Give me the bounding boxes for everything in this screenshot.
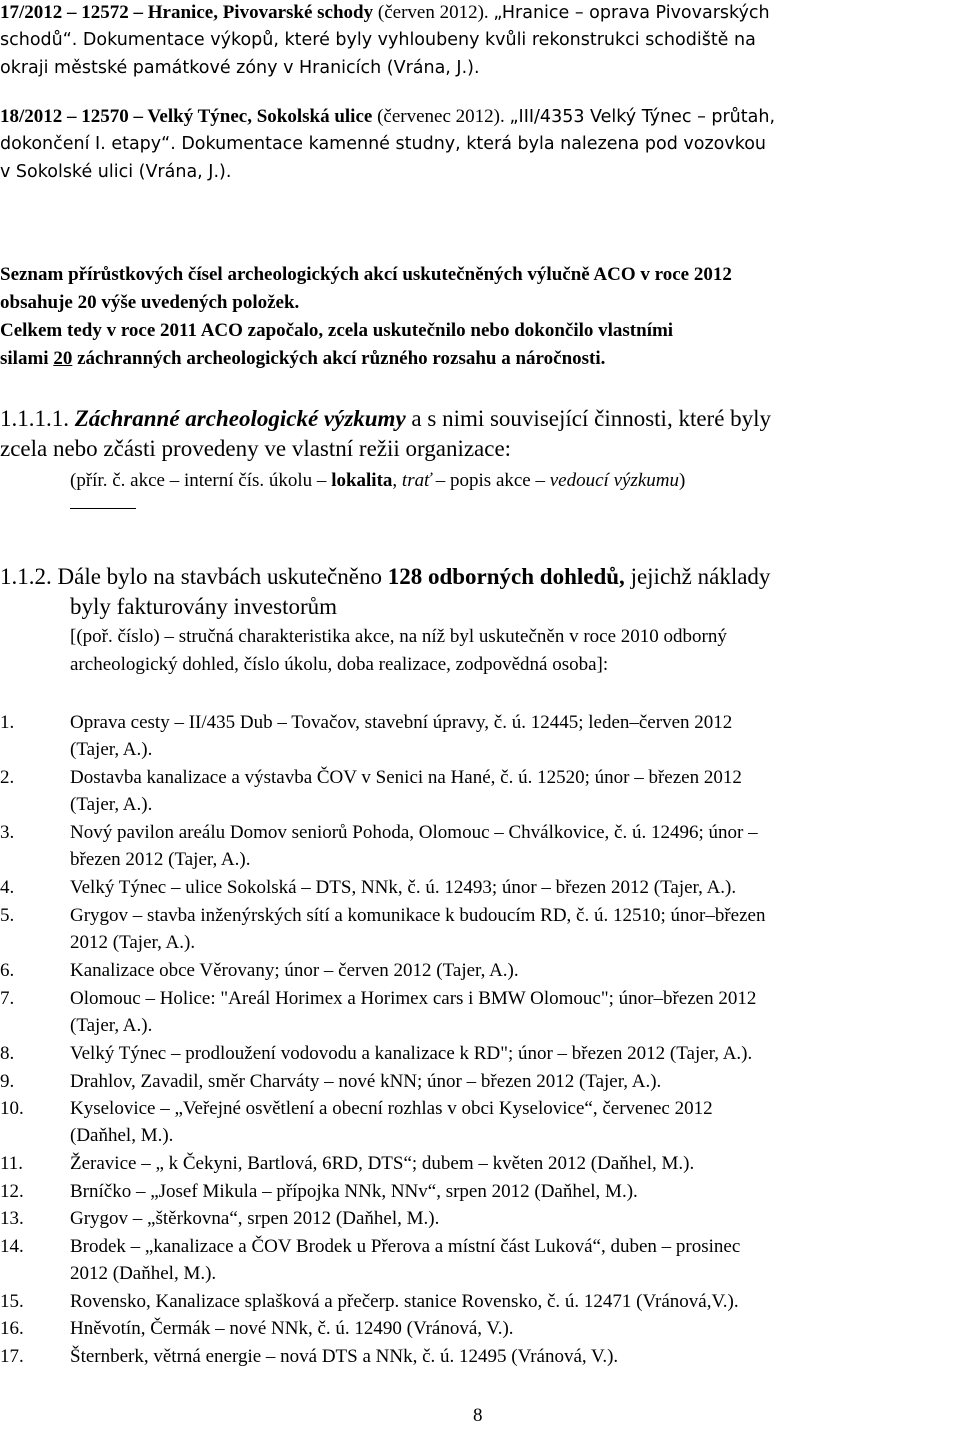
list-item: Šternberk, větrná energie – nová DTS a NNk, č. ú. 12495 (Vránová, V.). [70, 1346, 619, 1367]
entry-17-line1: 17/2012 – 12572 – Hranice, Pivovarské schody (červen 2012). „Hranice – oprava Pivovarských [0, 2, 770, 23]
entry-18-line1 [0, 106, 775, 128]
section-112-desc1: [(poř. číslo) – stručná charakteristika akce, na níž byl uskutečněn v roce 2010 odborný [70, 626, 727, 647]
summary-line2: obsahuje 20 výše uvedených položek. [0, 292, 300, 313]
section-112-heading: 1.1.2. Dále bylo na stavbách uskutečněno 128 odborných dohledů, jejichž náklady [0, 564, 771, 589]
list-item: Žeravice – „ k Čekyni, Bartlová, 6RD, DTS“; dubem – květen 2012 (Daňhel, M.). [70, 1153, 695, 1174]
list-item: Oprava cesty – II/435 Dub – Tovačov, stavební úpravy, č. ú. 12445; leden–červen 2012 [70, 712, 733, 733]
list-item-number: 3. [0, 822, 15, 843]
list-item: Velký Týnec – ulice Sokolská – DTS, NNk, č. ú. 12493; únor – březen 2012 (Tajer, A.). [70, 877, 737, 898]
list-item-continuation: (Daňhel, M.). [70, 1125, 174, 1146]
section-1111-title: Záchranné archeologické výzkumy [74, 406, 406, 431]
entry-18-title-tail: „III/4353 Velký Týnec – průtah, [509, 107, 776, 127]
list-item-continuation: (Tajer, A.). [70, 1015, 153, 1036]
entry-17-title: Hranice, Pivovarské schody [147, 2, 374, 23]
section-112-number: 1.1.2. [0, 564, 52, 589]
summary-count: 20 [53, 348, 73, 369]
list-item-continuation: březen 2012 (Tajer, A.). [70, 849, 251, 870]
list-item-number: 7. [0, 988, 15, 1009]
section-112-count: 128 odborných dohledů, [387, 564, 625, 589]
list-item-continuation: 2012 (Daňhel, M.). [70, 1263, 217, 1284]
list-item: Nový pavilon areálu Domov seniorů Pohoda, Olomouc – Chválkovice, č. ú. 12496; únor – [70, 822, 758, 843]
entry-17-date: (červen 2012). [377, 2, 489, 23]
entry-17-line3: okraji městské památkové zóny v Hranicích (Vrána, J.). [0, 58, 480, 78]
entry-18-heading: 18/2012 – 12570 – Velký Týnec, Sokolská ulice [0, 106, 373, 127]
summary-line4: silami 20 záchranných archeologických akcí různého rozsahu a náročnosti. [0, 348, 606, 369]
section-112-line2: byly fakturovány investorům [70, 594, 338, 619]
list-item: Drahlov, Zavadil, směr Charváty – nové kNN; únor – březen 2012 (Tajer, A.). [70, 1071, 662, 1092]
list-item-number: 4. [0, 877, 15, 898]
list-item-number: 13. [0, 1208, 24, 1229]
list-item: Kanalizace obce Věrovany; únor – červen 2012 (Tajer, A.). [70, 960, 519, 981]
section-1111-legend: (přír. č. akce – interní čís. úkolu – lokalita, trať – popis akce – vedoucí výzkumu) [70, 470, 686, 491]
list-item: Olomouc – Holice: "Areál Horimex a Horimex cars i BMW Olomouc"; únor–březen 2012 [70, 988, 757, 1009]
list-item-number: 16. [0, 1318, 24, 1339]
list-item: Brníčko – „Josef Mikula – přípojka NNk, NNv“, srpen 2012 (Daňhel, M.). [70, 1181, 638, 1202]
section-1111-line2: zcela nebo zčásti provedeny ve vlastní režii organizace: [0, 436, 512, 461]
entry-18-date: (červenec 2012). [377, 106, 505, 127]
list-item-continuation: 2012 (Tajer, A.). [70, 932, 196, 953]
list-item: Velký Týnec – prodloužení vodovodu a kanalizace k RD"; únor – březen 2012 (Tajer, A.). [70, 1043, 753, 1064]
page-number: 8 [473, 1405, 483, 1426]
list-item-number: 9. [0, 1071, 15, 1092]
section-112-desc2: archeologický dohled, číslo úkolu, doba realizace, zodpovědná osoba]: [70, 654, 609, 675]
section-1111-heading: 1.1.1.1. Záchranné archeologické výzkumy a s nimi související činnosti, které byly [0, 406, 772, 431]
list-item-number: 6. [0, 960, 15, 981]
summary-line1: Seznam přírůstkových čísel archeologických akcí uskutečněných výlučně ACO v roce 2012 [0, 264, 732, 285]
entry-17-code: 12572 [81, 2, 129, 23]
list-item-number: 1. [0, 712, 15, 733]
entry-18-line2: dokončení I. etapy“. Dokumentace kamenné studny, která byla nalezena pod vozovkou [0, 134, 767, 154]
list-item: Brodek – „kanalizace a ČOV Brodek u Přerova a místní část Luková“, duben – prosinec [70, 1236, 741, 1257]
list-item: Grygov – „štěrkovna“, srpen 2012 (Daňhel, M.). [70, 1208, 440, 1229]
list-item-continuation: (Tajer, A.). [70, 739, 153, 760]
list-item-number: 11. [0, 1153, 24, 1174]
list-item-number: 8. [0, 1043, 15, 1064]
list-item-number: 14. [0, 1236, 24, 1257]
summary-line3: Celkem tedy v roce 2011 ACO započalo, zcela uskutečnilo nebo dokončilo vlastními [0, 320, 674, 341]
list-item: Rovensko, Kanalizace splašková a přečerp. stanice Rovensko, č. ú. 12471 (Vránová,V.). [70, 1291, 739, 1312]
list-item: Hněvotín, Čermák – nové NNk, č. ú. 12490 (Vránová, V.). [70, 1318, 514, 1339]
list-item-number: 15. [0, 1291, 24, 1312]
entry-17-line2: schodů“. Dokumentace výkopů, které byly vyhloubeny kvůli rekonstrukci schodiště na [0, 30, 756, 50]
list-item-number: 2. [0, 767, 15, 788]
section-1111-number: 1.1.1.1. [0, 406, 69, 431]
list-item-number: 17. [0, 1346, 24, 1367]
entry-17-title-tail: „Hranice – oprava Pivovarských [493, 3, 770, 23]
list-item-number: 12. [0, 1181, 24, 1202]
list-item: Kyselovice – „Veřejné osvětlení a obecní rozhlas v obci Kyselovice“, červenec 2012 [70, 1098, 713, 1119]
section-1111-blank-line [70, 508, 136, 509]
entry-18-line3: v Sokolské ulici (Vrána, J.). [0, 162, 232, 182]
list-item-number: 10. [0, 1098, 24, 1119]
list-item: Dostavba kanalizace a výstavba ČOV v Senici na Hané, č. ú. 12520; únor – březen 2012 [70, 767, 742, 788]
list-item: Grygov – stavba inženýrských sítí a komunikace k budoucím RD, č. ú. 12510; únor–březen [70, 905, 766, 926]
entry-17-number: 17/2012 [0, 2, 63, 23]
list-item-number: 5. [0, 905, 15, 926]
list-item-continuation: (Tajer, A.). [70, 794, 153, 815]
